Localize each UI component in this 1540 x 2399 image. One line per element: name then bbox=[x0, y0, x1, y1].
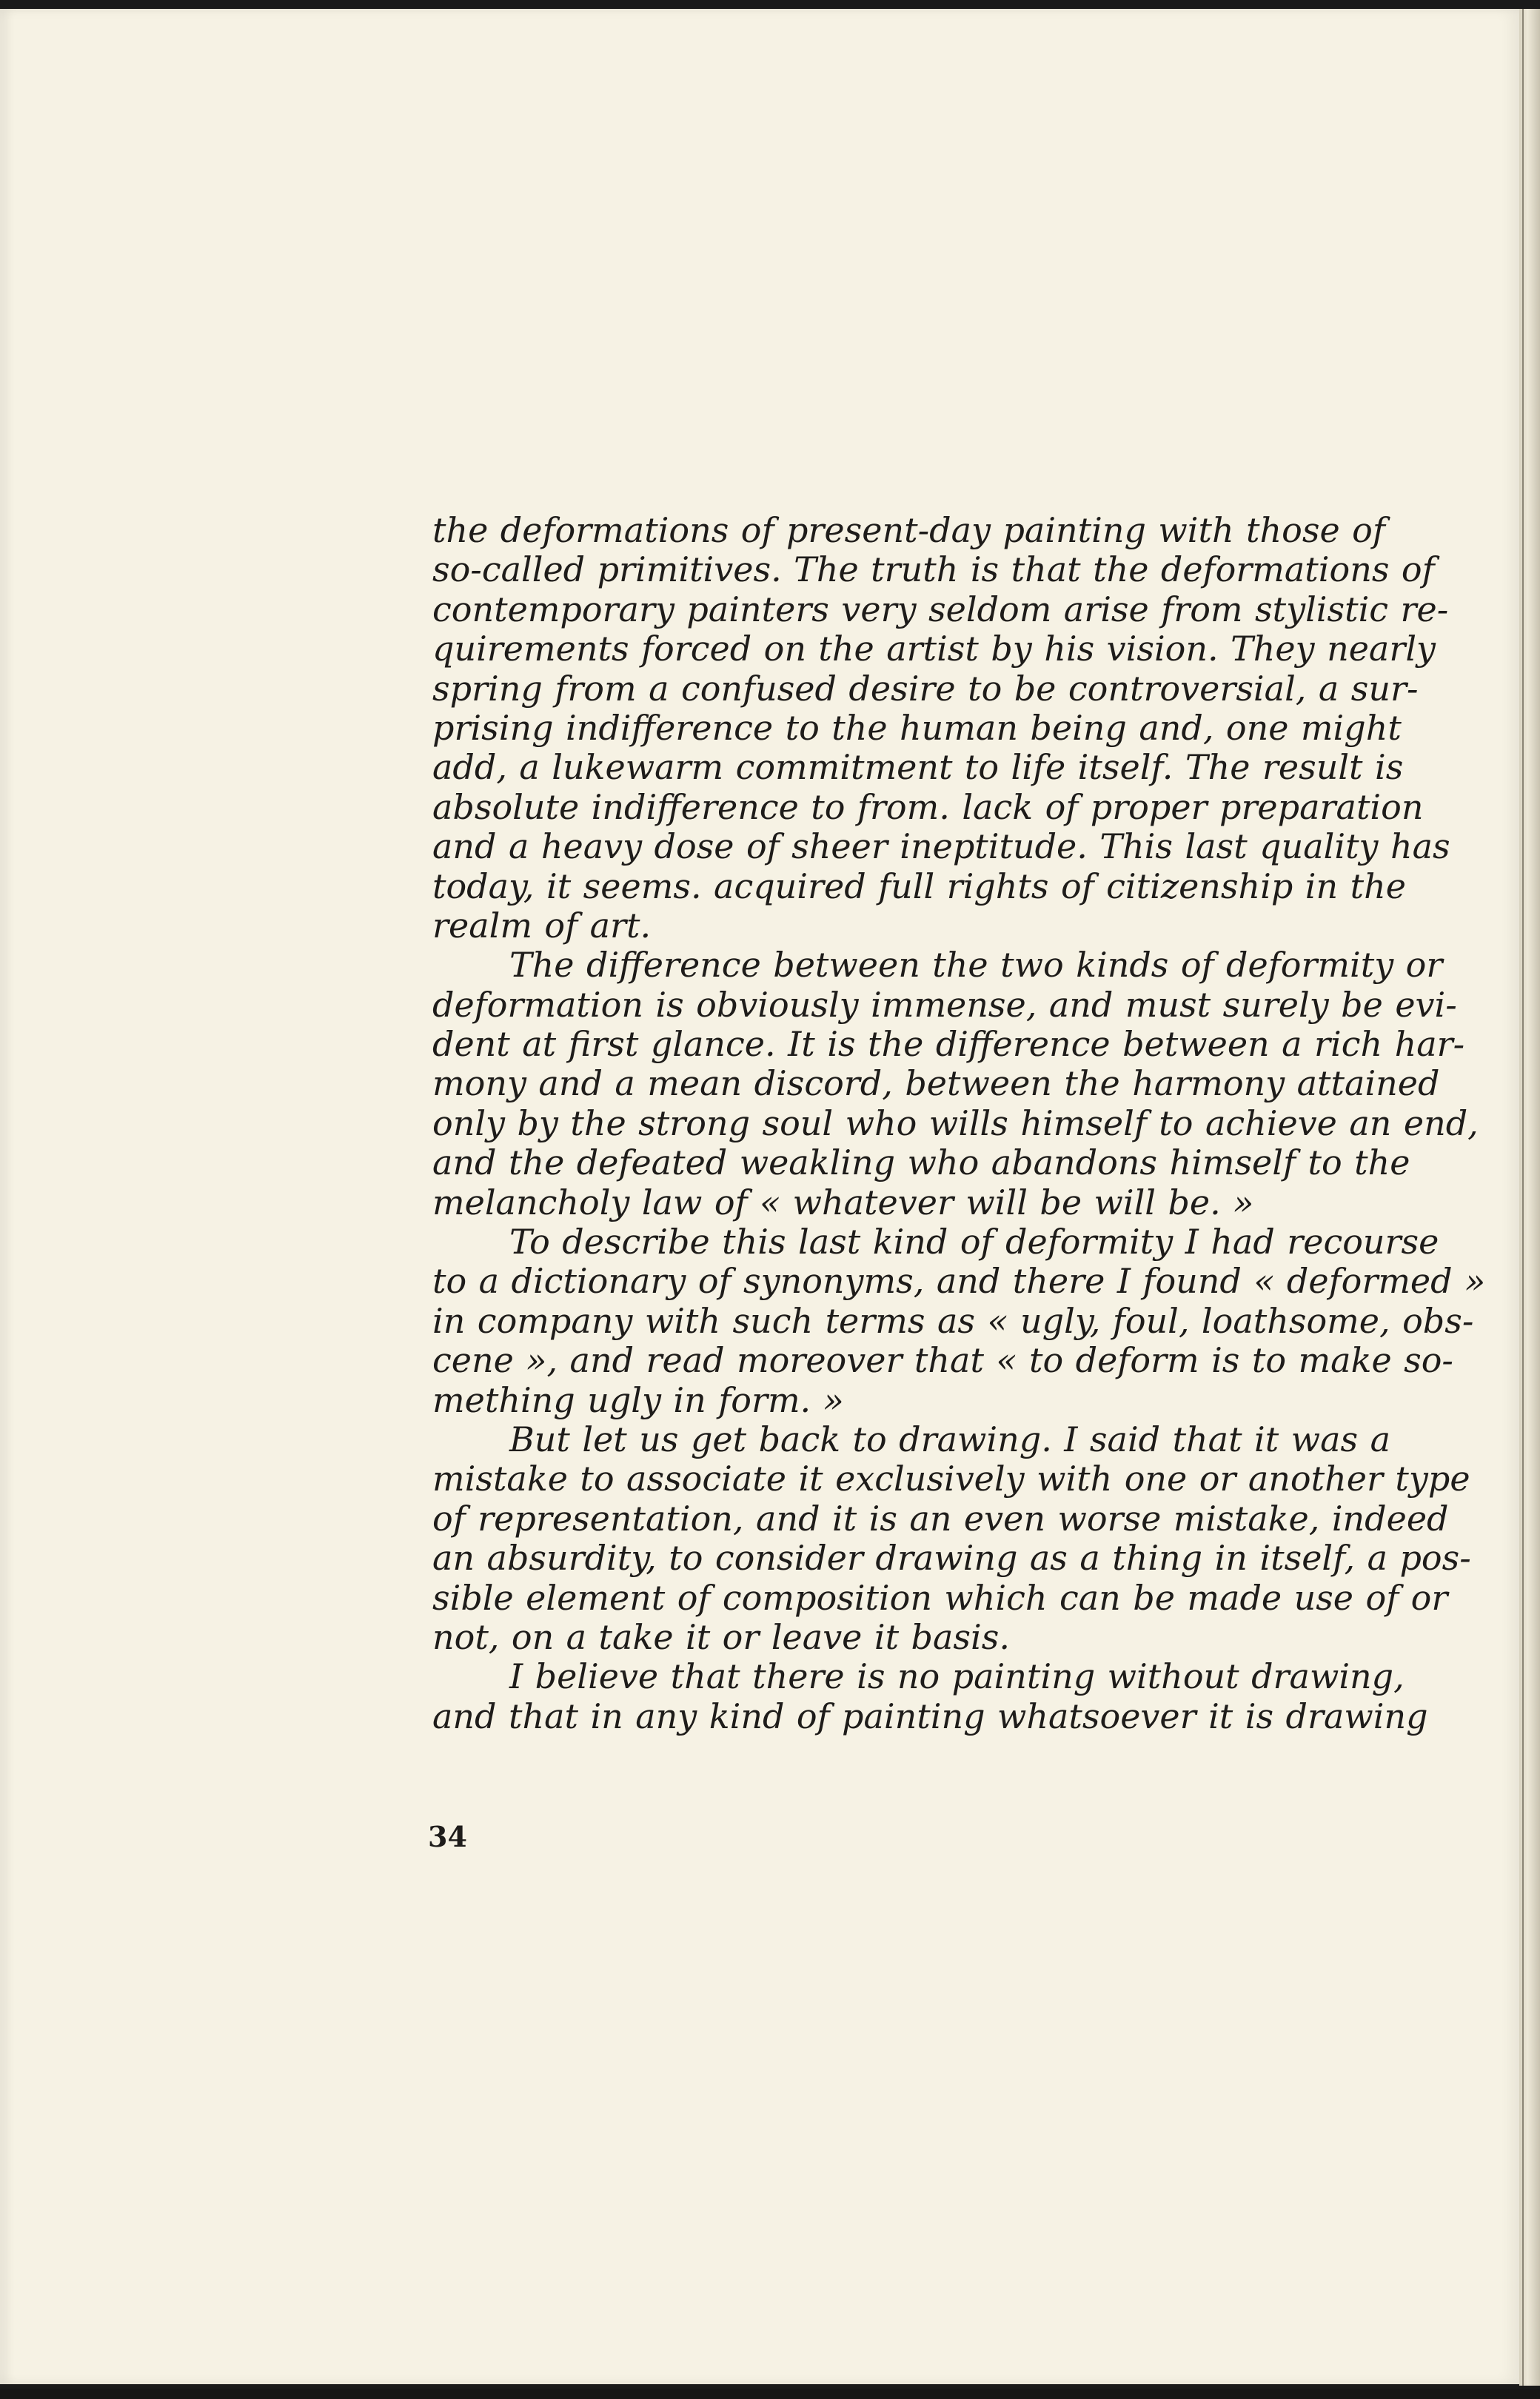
text-line: the deformations of present-day painting with those of bbox=[432, 510, 1385, 550]
scan-border bbox=[0, 2389, 1540, 2399]
text-line: quirements forced on the artist by his vision. They nearly bbox=[432, 629, 1436, 669]
text-line: and a heavy dose of sheer ineptitude. This last quality has bbox=[432, 826, 1450, 867]
page-number: 34 bbox=[428, 1820, 467, 1853]
text-line: To describe this last kind of deformity I had recourse bbox=[509, 1222, 1439, 1262]
text-line: spring from a confused desire to be controversial, a sur- bbox=[432, 668, 1419, 709]
text-line: and that in any kind of painting whatsoever it is drawing bbox=[432, 1696, 1428, 1736]
text-line: cene », and read moreover that « to deform is to make so- bbox=[432, 1340, 1453, 1381]
text-line: add, a lukewarm commitment to life itself. The result is bbox=[432, 747, 1404, 788]
text-line: melancholy law of « whatever will be will be. » bbox=[432, 1182, 1254, 1222]
page-edge bbox=[1519, 9, 1540, 2386]
text-line: dent at first glance. It is the difference between a rich har- bbox=[432, 1024, 1465, 1065]
text-line: of representation, and it is an even worse mistake, indeed bbox=[432, 1498, 1449, 1539]
text-line: mistake to associate it exclusively with one or another type bbox=[432, 1459, 1470, 1499]
text-line: realm of art. bbox=[432, 905, 652, 946]
text-line: to a dictionary of synonyms, and there I found « deformed » bbox=[432, 1261, 1486, 1302]
text-line: prising indifference to the human being and, one might bbox=[432, 707, 1402, 748]
text-line: only by the strong soul who wills himself to achieve an end, bbox=[432, 1103, 1479, 1143]
text-line: in company with such terms as « ugly, foul, loathsome, obs- bbox=[432, 1300, 1474, 1341]
text-line: not, on a take it or leave it basis. bbox=[432, 1616, 1010, 1657]
text-line: contemporary painters very seldom arise from stylistic re- bbox=[432, 589, 1449, 629]
text-line: and the defeated weakling who abandons himself to the bbox=[432, 1142, 1410, 1183]
text-line: so-called primitives. The truth is that the deformations of bbox=[432, 549, 1435, 590]
text-line: mony and a mean discord, between the harmony attained bbox=[432, 1063, 1440, 1104]
text-line: an absurdity, to consider drawing as a thing in itself, a pos- bbox=[432, 1538, 1471, 1579]
body-text bbox=[432, 510, 1486, 1736]
text-line: I believe that there is no painting without drawing, bbox=[509, 1656, 1405, 1697]
text-line: The difference between the two kinds of deformity or bbox=[509, 945, 1443, 986]
text-line: But let us get back to drawing. I said that it was a bbox=[509, 1419, 1391, 1459]
text-line: today, it seems. acquired full rights of citizenship in the bbox=[432, 866, 1406, 906]
text-line: absolute indifference to from. lack of proper preparation bbox=[432, 786, 1424, 827]
text-line: mething ugly in form. » bbox=[432, 1379, 844, 1420]
text-line: deformation is obviously immense, and must surely be evi- bbox=[432, 984, 1457, 1025]
text-line: sible element of composition which can be made use of or bbox=[432, 1577, 1448, 1618]
